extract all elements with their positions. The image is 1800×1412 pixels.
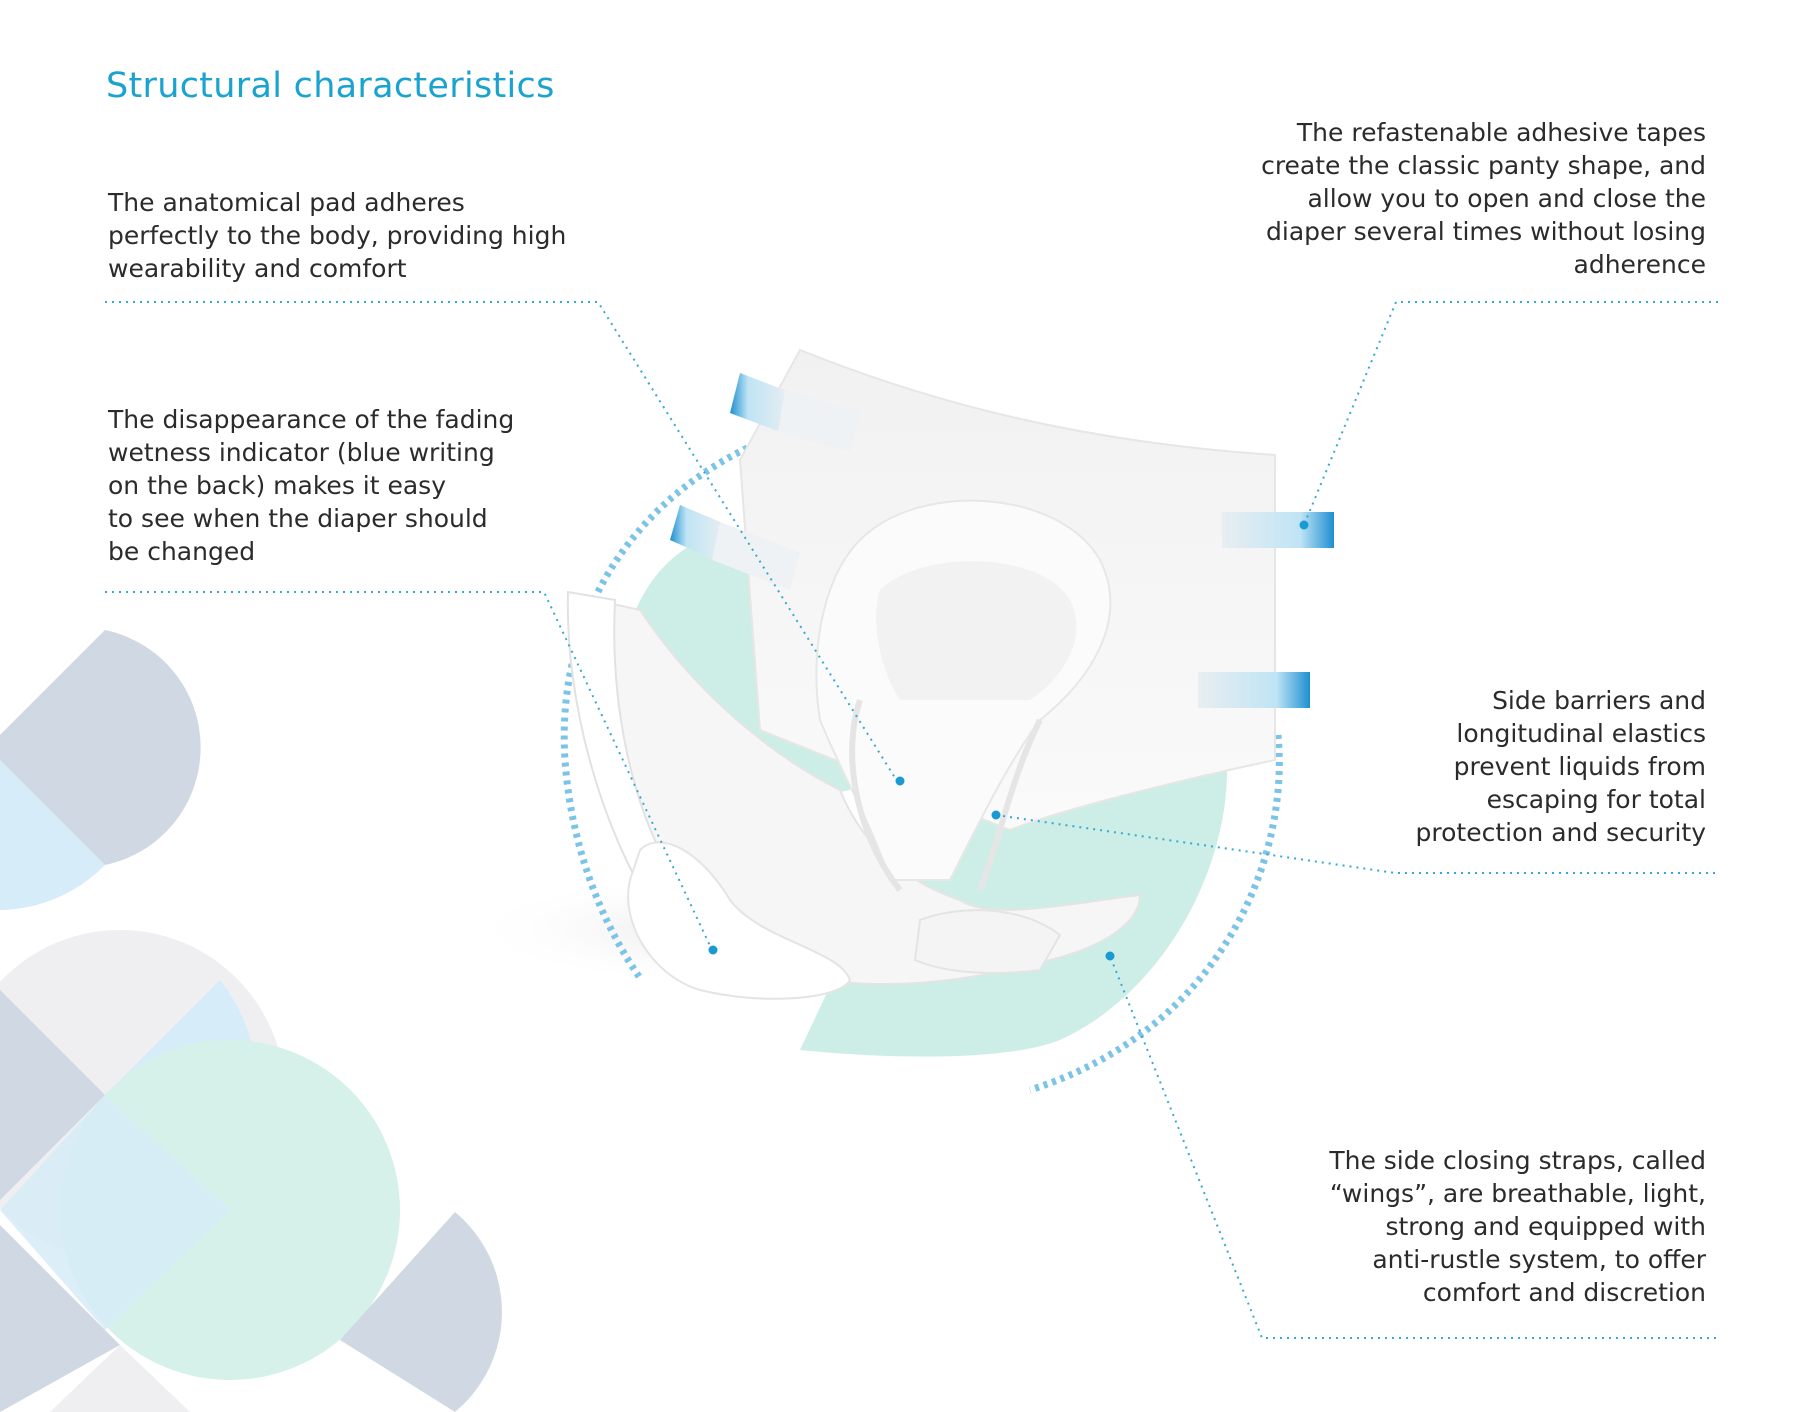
callout-wetness-indicator: The disappearance of the fading wetness indicator (blue writing on the back) makes it easy to see when the diaper should be changed bbox=[108, 405, 515, 566]
dot-tapes bbox=[1300, 521, 1309, 530]
leader-tapes bbox=[1304, 302, 1718, 525]
callout-adhesive-tapes: The refastenable adhesive tapes create the classic panty shape, and allow you to open and close the diaper several times without losing adherence bbox=[1261, 118, 1706, 279]
decorative-shapes bbox=[0, 630, 502, 1412]
tape-right-bottom bbox=[1198, 672, 1310, 708]
callout-anatomical-pad: The anatomical pad adheres perfectly to the body, providing high wearability and comfort bbox=[108, 188, 567, 283]
tape-right-top bbox=[1222, 512, 1334, 548]
dot-barriers bbox=[992, 811, 1001, 820]
page-title: Structural characteristics bbox=[106, 66, 555, 106]
dot-wings bbox=[1106, 952, 1115, 961]
callout-side-barriers: Side barriers and longitudinal elastics prevent liquids from escaping for total protection and security bbox=[1415, 686, 1706, 847]
diaper-illustration bbox=[460, 350, 1334, 1090]
dot-indicator bbox=[709, 946, 718, 955]
pad-inner-core bbox=[876, 561, 1076, 700]
dot-pad bbox=[896, 777, 905, 786]
callout-wings: The side closing straps, called “wings”, are breathable, light, strong and equipped with anti-rustle system, to offer comfort and discretion bbox=[1329, 1146, 1706, 1307]
